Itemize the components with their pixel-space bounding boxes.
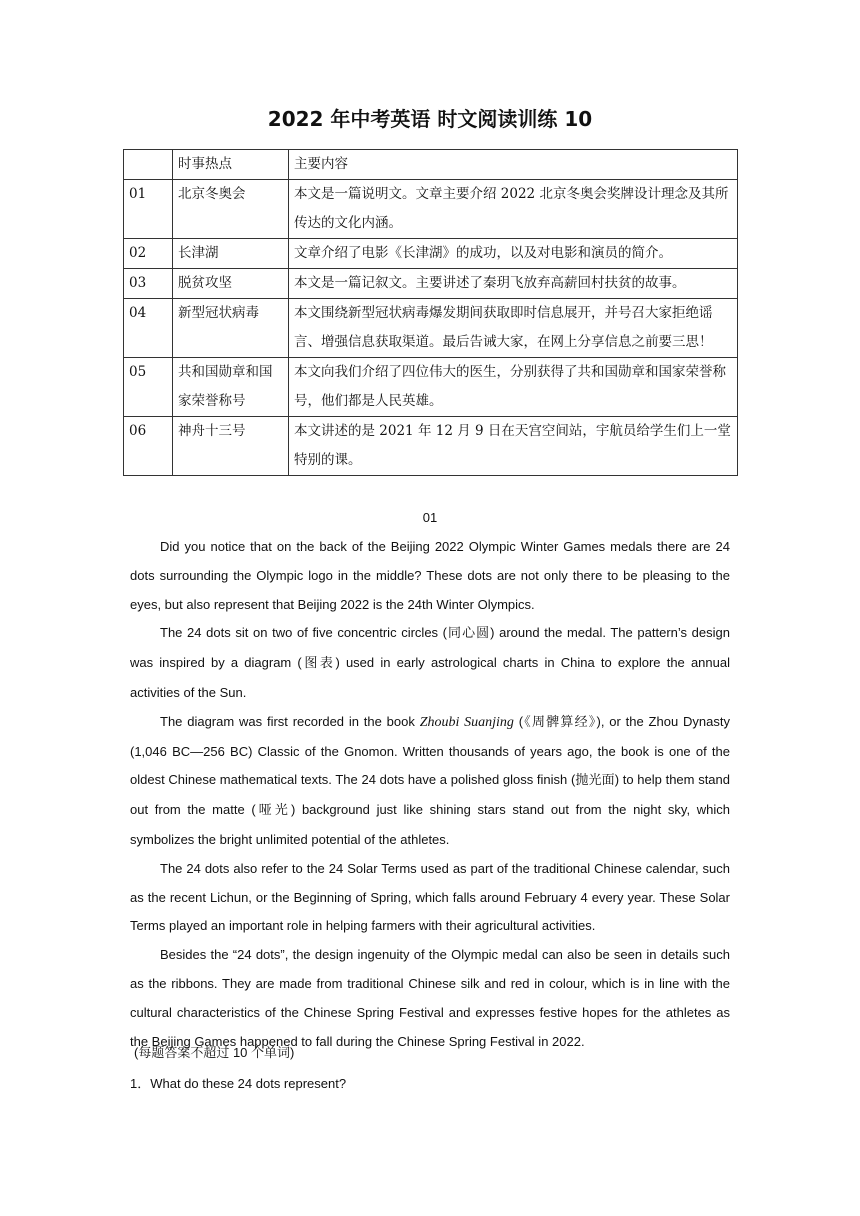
table-header-cell: 主要内容 — [289, 150, 738, 180]
row-content: 本文是一篇说明文。文章主要介绍 2022 北京冬奥会奖牌设计理念及其所传达的文化内涵。 — [289, 180, 738, 239]
section-number: 01 — [422, 510, 438, 525]
row-topic: 共和国勋章和国家荣誉称号 — [173, 358, 289, 417]
paragraph-3 — [130, 708, 730, 855]
chinese-gloss: 图表 — [301, 656, 336, 672]
table-row — [124, 269, 738, 299]
table-row — [124, 358, 738, 417]
text-span: ) around the medal. The pattern’s design was inspired by a diagram ( — [130, 625, 730, 671]
paragraph-1: Did you notice that on the back of the Beijing 2022 Olympic Winter Games medals there are 24 dots surrounding the Olympic logo in the middle? These dots are not only there to be pleasing to the eyes, but also represent that Beijing 2022 is the 24th Winter Olympics. — [130, 539, 730, 612]
row-content: 本文围绕新型冠状病毒爆发期间获取即时信息展开，并号召大家拒绝谣言、增强信息获取渠道。最后告诫大家，在网上分享信息之前要三思！ — [289, 299, 738, 358]
text-span: The 24 dots sit on two of five concentric circles ( — [160, 625, 448, 641]
chinese-gloss: 抛光面 — [575, 773, 615, 789]
row-number: 06 — [124, 417, 173, 476]
table-row — [124, 417, 738, 476]
question-1: 1．What do these 24 dots represent? — [130, 1076, 347, 1091]
chinese-gloss: 同心圆 — [447, 626, 491, 642]
chinese-gloss: 《周髀算经》 — [523, 714, 597, 730]
table-row — [124, 299, 738, 358]
text-span: ) background just like shining stars stand out from the night sky, which symbolizes the bright unlimited potential of the athletes. — [130, 802, 730, 847]
table-row — [124, 239, 738, 269]
text-span: ) to help them stand out from the matte ( — [130, 772, 730, 818]
text-span: ) used in early astrological charts in China to explore the annual activities of the Sun. — [130, 655, 730, 700]
paragraph-5: Besides the “24 dots”, the design ingenuity of the Olympic medal can also be seen in details such as the ribbons. They are made from traditional Chinese silk and red in colour, which is in line with the cultural characteristics of the Chinese Spring Festival and expresses festive hopes for the athletes as the Beijing Games happened to fall during the Chinese Spring Festival in 2022. — [130, 947, 730, 1049]
paragraph-2 — [130, 619, 730, 707]
row-number: 05 — [124, 358, 173, 417]
row-content: 本文讲述的是 2021 年 12 月 9 日在天宫空间站，宇航员给学生们上一堂特别的课。 — [289, 417, 738, 476]
row-content: 本文向我们介绍了四位伟大的医生，分别获得了共和国勋章和国家荣誉称号，他们都是人民英雄。 — [289, 358, 738, 417]
text-span: ( — [513, 713, 524, 729]
text-span: ), or the Zhou Dynasty (1,046 BC—256 BC) Classic of the Gnomon. Written thousands of years ago, the book is one of the oldest Chinese mathematical texts. The 24 dots have a polished gloss finish ( — [130, 713, 730, 788]
table-row — [124, 180, 738, 239]
row-topic: 新型冠状病毒 — [173, 299, 289, 358]
book-title: Zhoubi Suanjing — [419, 714, 514, 730]
row-topic: 长津湖 — [173, 239, 289, 269]
row-content: 文章介绍了电影《长津湖》的成功，以及对电影和演员的简介。 — [289, 239, 738, 269]
row-number: 02 — [124, 239, 173, 269]
table-header-row — [124, 150, 738, 180]
chinese-gloss: 哑光 — [255, 803, 291, 819]
row-number: 01 — [124, 180, 173, 239]
table-header-cell — [124, 150, 173, 180]
text-span: The diagram was first recorded in the book — [160, 713, 420, 729]
page-title: 2022 年中考英语 时文阅读训练 10 — [267, 107, 593, 131]
row-content: 本文是一篇记叙文。主要讲述了秦玥飞放弃高薪回村扶贫的故事。 — [289, 269, 738, 299]
row-topic: 脱贫攻坚 — [173, 269, 289, 299]
row-topic: 神舟十三号 — [173, 417, 289, 476]
answer-instruction: (每题答案不超过 10 个单词) — [134, 1045, 295, 1060]
paragraph-4: The 24 dots also refer to the 24 Solar Terms used as part of the traditional Chinese calendar, such as the recent Lichun, or the Beginning of Spring, which falls around February 4 every year. These Solar Terms played an important role in helping farmers with their agricultural activities. — [130, 860, 730, 934]
topics-table — [123, 149, 738, 476]
reading-passage — [130, 533, 730, 1056]
row-number: 03 — [124, 269, 173, 299]
table-header-cell: 时事热点 — [173, 150, 289, 180]
row-topic: 北京冬奥会 — [173, 180, 289, 239]
row-number: 04 — [124, 299, 173, 358]
